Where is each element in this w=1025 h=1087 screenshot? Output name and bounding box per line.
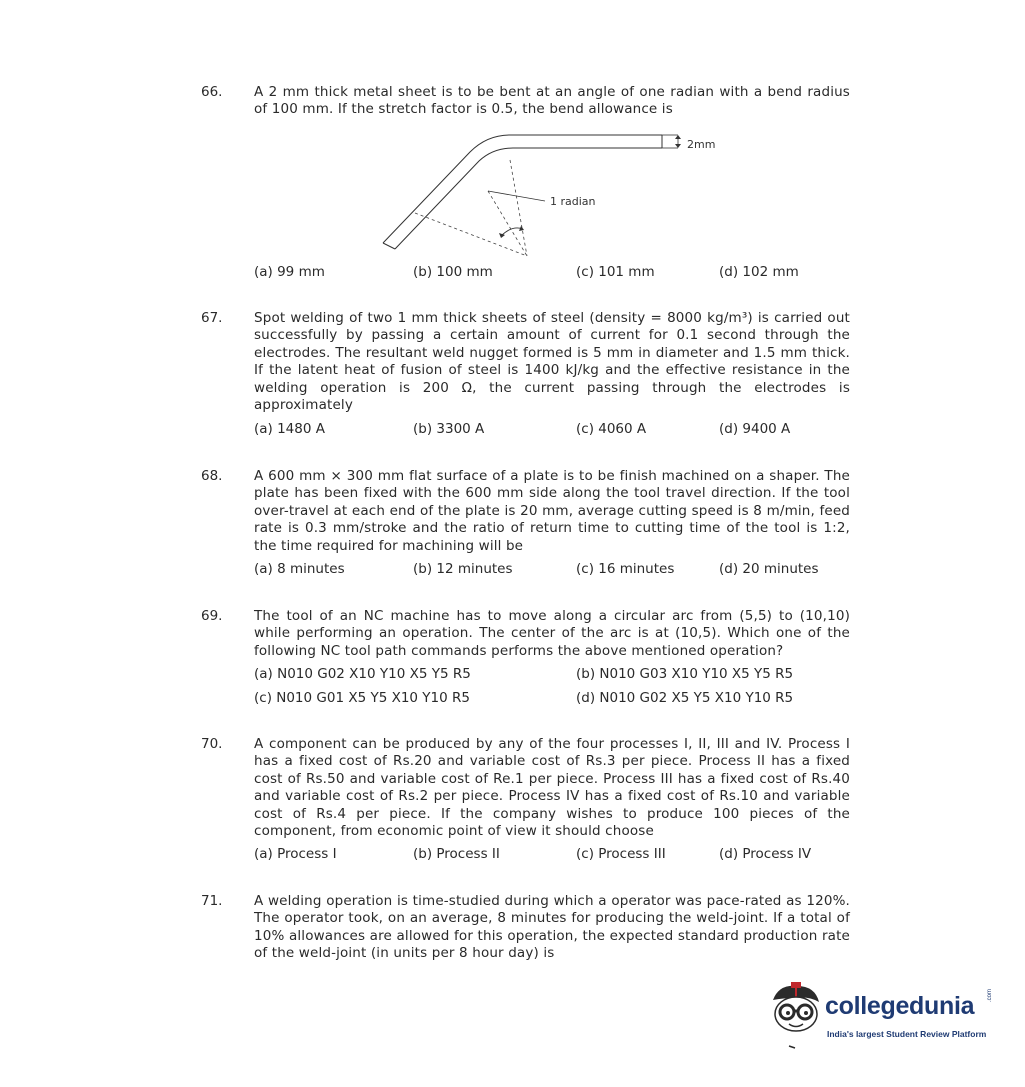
option-b[interactable]: (b) 3300 A: [413, 421, 485, 437]
thickness-label: 2mm: [687, 138, 716, 151]
option-d[interactable]: (d) 102 mm: [719, 264, 799, 280]
option-a[interactable]: (a) Process I: [254, 846, 337, 862]
options-66: [254, 264, 854, 282]
option-b[interactable]: (b) 100 mm: [413, 264, 493, 280]
question-text: Spot welding of two 1 mm thick sheets of steel (density = 8000 kg/m³) is carried out successfully by passing a certain amount of current for 0.1 second through the electrodes. The resultant weld nugget formed is 5 mm in diameter and 1.5 mm thick. If the latent heat of fusion of steel is 1400 kJ/kg and the effective resistance in the welding operation is 200 Ω, the current passing through the electrodes is approximately: [254, 310, 850, 414]
option-b[interactable]: (b) 12 minutes: [413, 561, 513, 577]
options-68: [254, 561, 854, 579]
question-number: 70.: [201, 736, 223, 752]
question-number: 67.: [201, 310, 223, 326]
option-d[interactable]: (d) N010 G02 X5 Y5 X10 Y10 R5: [576, 690, 794, 706]
option-a[interactable]: (a) N010 G02 X10 Y10 X5 Y5 R5: [254, 666, 471, 682]
option-c[interactable]: (c) 101 mm: [576, 264, 655, 280]
bend-diagram: [375, 125, 735, 265]
question-number: 71.: [201, 893, 223, 909]
option-a[interactable]: (a) 99 mm: [254, 264, 325, 280]
logo-tagline: India's largest Student Review Platform: [827, 1029, 987, 1039]
option-b[interactable]: (b) N010 G03 X10 Y10 X5 Y5 R5: [576, 666, 794, 682]
option-c[interactable]: (c) N010 G01 X5 Y5 X10 Y10 R5: [254, 690, 470, 706]
question-text: A welding operation is time-studied during which a operator was pace-rated as 120%. The operator took, on an average, 8 minutes for producing the weld-joint. If a total of 10% allowances are allowed for this operation, the expected standard production rate of the weld-joint (in units per 8 hour day) is: [254, 893, 850, 962]
option-d[interactable]: (d) 20 minutes: [719, 561, 819, 577]
options-69-row2: [254, 690, 854, 708]
collegedunia-logo: [765, 978, 995, 1058]
logo-suffix: .com: [987, 988, 993, 1002]
option-c[interactable]: (c) 16 minutes: [576, 561, 675, 577]
option-d[interactable]: (d) Process IV: [719, 846, 812, 862]
option-d[interactable]: (d) 9400 A: [719, 421, 791, 437]
question-text: The tool of an NC machine has to move along a circular arc from (5,5) to (10,10) while performing an operation. The center of the arc is at (10,5). Which one of the following NC tool path commands performs the above mentioned operation?: [254, 608, 850, 659]
option-a[interactable]: (a) 1480 A: [254, 421, 325, 437]
question-number: 69.: [201, 608, 223, 624]
angle-label: 1 radian: [550, 195, 596, 208]
option-c[interactable]: (c) Process III: [576, 846, 666, 862]
options-67: [254, 421, 854, 439]
logo-wordmark: collegedunia: [825, 992, 975, 1020]
question-text: A component can be produced by any of the four processes I, II, III and IV. Process I has a fixed cost of Rs.20 and variable cost of Rs.3 per piece. Process II has a fixed cost of Rs.50 and variable cost of Re.1 per piece. Process III has a fixed cost of Rs.40 and variable cost of Rs.2 per piece. Process IV has a fixed cost of Rs.10 and variable cost of Rs.4 per piece. If the company wishes to produce 100 pieces of the component, from economic point of view it should choose: [254, 736, 850, 840]
options-69-row1: [254, 666, 854, 684]
option-c[interactable]: (c) 4060 A: [576, 421, 647, 437]
option-a[interactable]: (a) 8 minutes: [254, 561, 345, 577]
question-number: 68.: [201, 468, 223, 484]
question-text: A 600 mm × 300 mm flat surface of a plate is to be finish machined on a shaper. The plate has been fixed with the 600 mm side along the tool travel direction. If the tool over-travel at each end of the plate is 20 mm, average cutting speed is 8 m/min, feed rate is 0.3 mm/stroke and the ratio of return time to cutting time of the tool is 1:2, the time required for machining will be: [254, 468, 850, 554]
mascot-icon: [765, 978, 825, 1050]
option-b[interactable]: (b) Process II: [413, 846, 500, 862]
options-70: [254, 846, 854, 864]
question-text: A 2 mm thick metal sheet is to be bent at an angle of one radian with a bend radius of 100 mm. If the stretch factor is 0.5, the bend allowance is: [254, 84, 850, 118]
question-number: 66.: [201, 84, 223, 100]
